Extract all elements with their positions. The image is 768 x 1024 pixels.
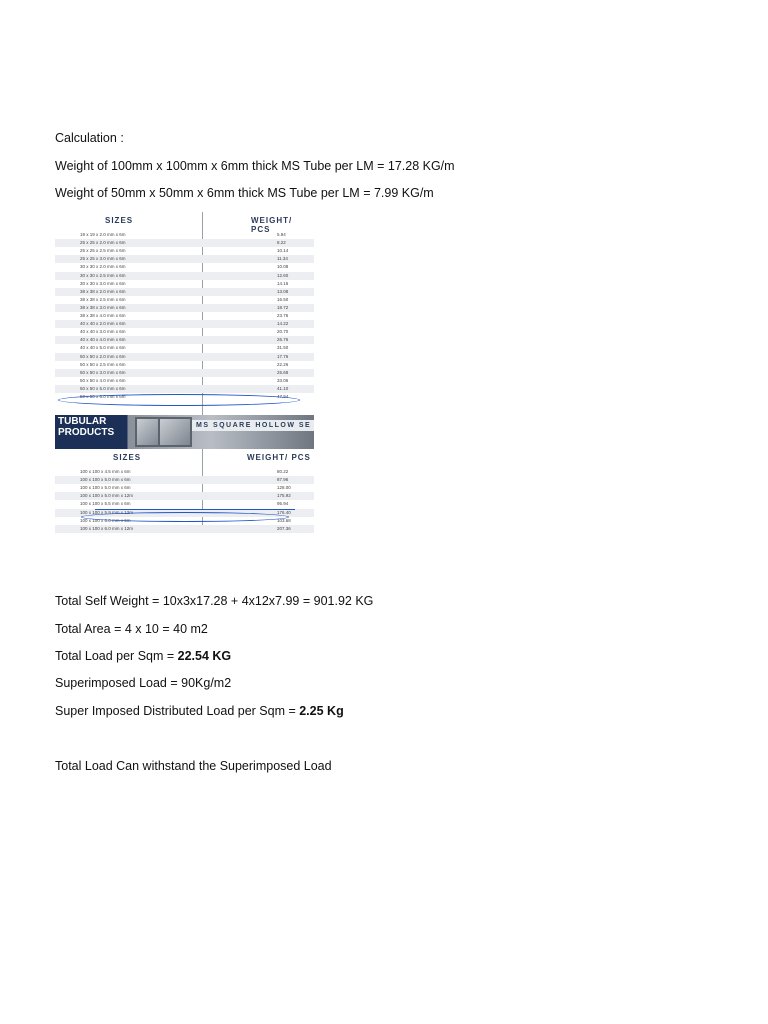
weight-cell: 13.08 (277, 288, 289, 294)
weight-cell: 11.34 (277, 256, 288, 262)
size-cell: 40 x 40 x 4.0 mm x 6m (80, 337, 126, 343)
size-cell: 100 x 100 x 5.0 mm x 6m (80, 477, 131, 483)
weight-cell: 175.92 (277, 493, 291, 499)
table-row (55, 239, 314, 247)
table-row (55, 255, 314, 263)
tube-graphic (158, 417, 192, 447)
size-cell: 50 x 50 x 4.0 mm x 6m (80, 377, 126, 383)
weight-cell: 23.76 (277, 313, 289, 318)
table-row (55, 231, 314, 239)
calculation-heading: Calculation : (55, 131, 124, 145)
size-cell: 100 x 100 x 5.0 mm x 6m (80, 485, 131, 491)
size-cell: 50 x 50 x 2.0 mm x 6m (80, 353, 126, 359)
size-cell: 38 x 38 x 2.5 mm x 6m (80, 296, 126, 302)
size-cell: 25 x 25 x 3.0 mm x 6m (80, 256, 126, 262)
table-row (55, 312, 314, 320)
table-row (55, 336, 314, 344)
weight-cell: 87.96 (277, 477, 289, 483)
weight-cell: 176.40 (277, 509, 291, 515)
size-cell: 40 x 40 x 5.0 mm x 6m (80, 345, 126, 351)
distributed-load-label: Super Imposed Distributed Load per Sqm = (55, 704, 300, 718)
size-cell: 30 x 30 x 2.5 mm x 6m (80, 272, 126, 278)
size-cell: 50 x 50 x 2.5 mm x 6m (80, 361, 126, 367)
table-row (55, 280, 314, 288)
weight-table-image (55, 212, 314, 531)
table-row (55, 328, 314, 336)
table-row (55, 476, 314, 484)
weight-cell: 80.22 (277, 469, 289, 474)
superimposed-load: Superimposed Load = 90Kg/m2 (55, 676, 232, 690)
weight-cell: 31.50 (277, 345, 289, 351)
weight-cell: 5.94 (277, 232, 286, 237)
weight-cell: 14.16 (277, 280, 289, 286)
weight-cell: 95.94 (277, 501, 289, 507)
table-row (55, 247, 314, 255)
total-self-weight: Total Self Weight = 10x3x17.28 + 4x12x7.99 = 901.92 KG (55, 594, 374, 608)
weight-cell: 16.50 (277, 296, 289, 302)
ms-square-hollow-title: MS SQUARE HOLLOW SE (192, 420, 314, 431)
table-row (55, 468, 314, 476)
weight-line-100mm: Weight of 100mm x 100mm x 6mm thick MS Tube per LM = 17.28 KG/m (55, 159, 455, 173)
annotation-underline (95, 509, 295, 510)
distributed-load-value: 2.25 Kg (299, 704, 344, 718)
total-area: Total Area = 4 x 10 = 40 m2 (55, 622, 208, 636)
size-cell: 38 x 38 x 2.0 mm x 6m (80, 288, 126, 294)
distributed-load (55, 703, 344, 719)
table-row (55, 288, 314, 296)
weight-cell: 128.00 (277, 485, 291, 491)
table-row (55, 525, 314, 533)
annotation-circle-50x50 (58, 394, 300, 406)
weight-line-50mm: Weight of 50mm x 50mm x 6mm thick MS Tube per LM = 7.99 KG/m (55, 186, 434, 200)
table-row (55, 361, 314, 369)
total-load-label: Total Load per Sqm = (55, 649, 178, 663)
weight-cell: 10.14 (277, 248, 289, 254)
size-cell: 100 x 100 x 6.0 mm x 6m (80, 517, 131, 523)
size-cell: 100 x 100 x 4.5 mm x 6m (80, 469, 131, 474)
weight-cell: 22.26 (277, 361, 289, 367)
size-cell: 25 x 25 x 2.0 mm x 6m (80, 240, 126, 246)
table-row (55, 369, 314, 377)
weight-cell: 10.08 (277, 264, 289, 270)
size-cell: 100 x 100 x 5.0 mm x 12m (80, 493, 134, 499)
size-cell: 30 x 30 x 3.0 mm x 6m (80, 280, 126, 286)
weight-cell: 47.94 (277, 394, 289, 399)
small-tube-weight-table (55, 212, 314, 415)
table-row (55, 304, 314, 312)
size-cell: 40 x 40 x 2.0 mm x 6m (80, 321, 126, 327)
weight-cell: 103.68 (277, 517, 291, 523)
weight-cell: 41.10 (277, 385, 289, 391)
annotation-circle-100x100 (81, 512, 289, 522)
size-cell: 50 x 50 x 5.0 mm x 6m (80, 385, 126, 391)
weight-header: WEIGHT/ PCS (251, 216, 293, 234)
conclusion: Total Load Can withstand the Superimposed Load (55, 759, 332, 773)
weight-cell: 17.76 (277, 353, 289, 359)
size-cell: 100 x 100 x 5.9 mm x 12m (80, 509, 134, 515)
weight-cell: 12.60 (277, 272, 289, 278)
table-row (55, 484, 314, 492)
weight-cell: 207.36 (277, 525, 291, 531)
table-row (55, 353, 314, 361)
weight-cell: 14.22 (277, 321, 289, 327)
table-row (55, 272, 314, 280)
size-cell: 38 x 38 x 4.0 mm x 6m (80, 313, 126, 318)
weight-cell: 25.68 (277, 369, 289, 375)
size-cell: 30 x 30 x 2.0 mm x 6m (80, 264, 126, 270)
size-cell: 38 x 38 x 3.0 mm x 6m (80, 304, 126, 310)
weight-cell: 33.06 (277, 377, 289, 383)
sizes-header: SIZES (113, 453, 142, 462)
table-row (55, 320, 314, 328)
table-row (55, 263, 314, 271)
size-cell: 50 x 50 x 6.0 mm x 6m (80, 394, 126, 399)
weight-cell: 18.72 (277, 304, 289, 310)
table-row (55, 492, 314, 500)
weight-cell: 8.22 (277, 240, 286, 246)
table-row (55, 500, 314, 508)
weight-cell: 20.70 (277, 329, 289, 335)
size-cell: 100 x 100 x 6.0 mm x 12m (80, 525, 134, 531)
size-cell: 25 x 25 x 2.5 mm x 6m (80, 248, 126, 254)
banner-title-line1: TUBULAR (58, 416, 107, 427)
table-header (55, 449, 314, 467)
weight-header: WEIGHT/ PCS (247, 453, 311, 462)
table-row (55, 296, 314, 304)
total-load-value: 22.54 KG (177, 649, 232, 663)
table-row (55, 344, 314, 352)
sizes-header: SIZES (105, 216, 134, 225)
section-banner (55, 415, 314, 449)
table-row (55, 377, 314, 385)
size-cell: 50 x 50 x 3.0 mm x 6m (80, 369, 126, 375)
size-cell: 100 x 100 x 5.5 mm x 6m (80, 501, 131, 507)
tubular-products-title (58, 416, 114, 438)
table-header (55, 212, 314, 234)
weight-cell: 26.76 (277, 337, 289, 343)
banner-title-line2: PRODUCTS (58, 427, 115, 438)
size-cell: 19 x 19 x 2.0 mm x 6m (80, 232, 126, 237)
table-row (55, 385, 314, 393)
size-cell: 40 x 40 x 3.0 mm x 6m (80, 329, 126, 335)
total-load-per-sqm (55, 648, 231, 664)
